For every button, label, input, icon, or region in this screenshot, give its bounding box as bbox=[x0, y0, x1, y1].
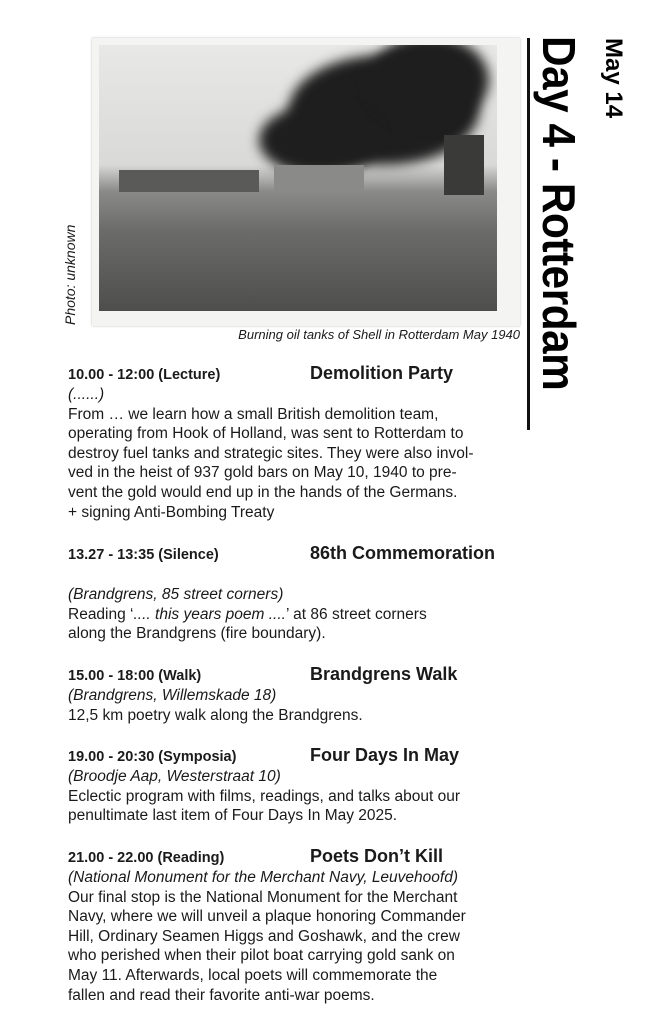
event-location: (......) bbox=[68, 386, 105, 403]
event-time: 15.00 - 18:00 (Walk) bbox=[68, 668, 202, 684]
poem-placeholder: .... this years poem .... bbox=[133, 605, 286, 623]
event-title: 86th Commemoration bbox=[310, 543, 496, 563]
event-description: Our final stop is the National Monument for the Merchant Navy, where we will unveil a plaque honoring Commander Hill, Ordinary Seamen Higgs and Goshawk, and the crew who perished when their pilot boat carrying gold sank on May 11. Afterwards, local poets will commemorate the fallen and read their favorite anti-war poems. bbox=[68, 888, 466, 1004]
photo-caption: Burning oil tanks of Shell in Rotterdam May 1940 bbox=[238, 327, 520, 342]
event-description bbox=[68, 605, 528, 644]
event-four-days-in-may bbox=[68, 745, 528, 826]
text: Reading ‘ bbox=[68, 605, 134, 623]
event-time: 21.00 - 22.00 (Reading) bbox=[68, 850, 225, 866]
event-location: (Brandgrens, Willemskade 18) bbox=[68, 687, 277, 704]
event-description: Eclectic program with films, readings, and talks about our penultimate last item of Four Days In May 2025. bbox=[68, 787, 460, 825]
text: ’ at 86 street corners along the Brandgrens (fire boundary). bbox=[68, 605, 427, 643]
historic-photo-frame bbox=[92, 38, 520, 326]
page-date: May 14 bbox=[600, 38, 627, 119]
page-title: Day 4 - Rotterdam bbox=[533, 36, 585, 391]
event-title: Poets Don’t Kill bbox=[310, 846, 444, 866]
event-description: 12,5 km poetry walk along the Brandgrens. bbox=[68, 706, 363, 724]
event-poets-dont-kill bbox=[68, 846, 528, 1005]
event-time: 19.00 - 20:30 (Symposia) bbox=[68, 749, 237, 765]
event-location: (Broodje Aap, Westerstraat 10) bbox=[68, 768, 281, 785]
event-description: From … we learn how a small British demolition team, operating from Hook of Holland, was sent to Rotterdam to destroy fuel tanks and strategic sites. They were also invol- ved in the heist of 937 gold bars on May 10, 1940 to pre- vent the gold would end up in the hands of the Germans. + signing Anti-Bombing Treaty bbox=[68, 405, 474, 521]
event-title: Demolition Party bbox=[310, 363, 454, 383]
event-location: (National Monument for the Merchant Navy, Leuvehoofd) bbox=[68, 869, 458, 886]
event-time: 10.00 - 12:00 (Lecture) bbox=[68, 367, 221, 383]
event-title: Brandgrens Walk bbox=[310, 664, 458, 684]
event-time: 13.27 - 13:35 (Silence) bbox=[68, 547, 219, 563]
event-brandgrens-walk bbox=[68, 664, 528, 725]
event-demolition-party bbox=[68, 363, 528, 522]
photo-credit: Photo: unknown bbox=[62, 224, 78, 325]
burning-oil-tanks-photo bbox=[99, 45, 497, 311]
event-location: (Brandgrens, 85 street corners) bbox=[68, 586, 284, 603]
event-title: Four Days In May bbox=[310, 745, 460, 765]
event-commemoration bbox=[68, 543, 528, 644]
